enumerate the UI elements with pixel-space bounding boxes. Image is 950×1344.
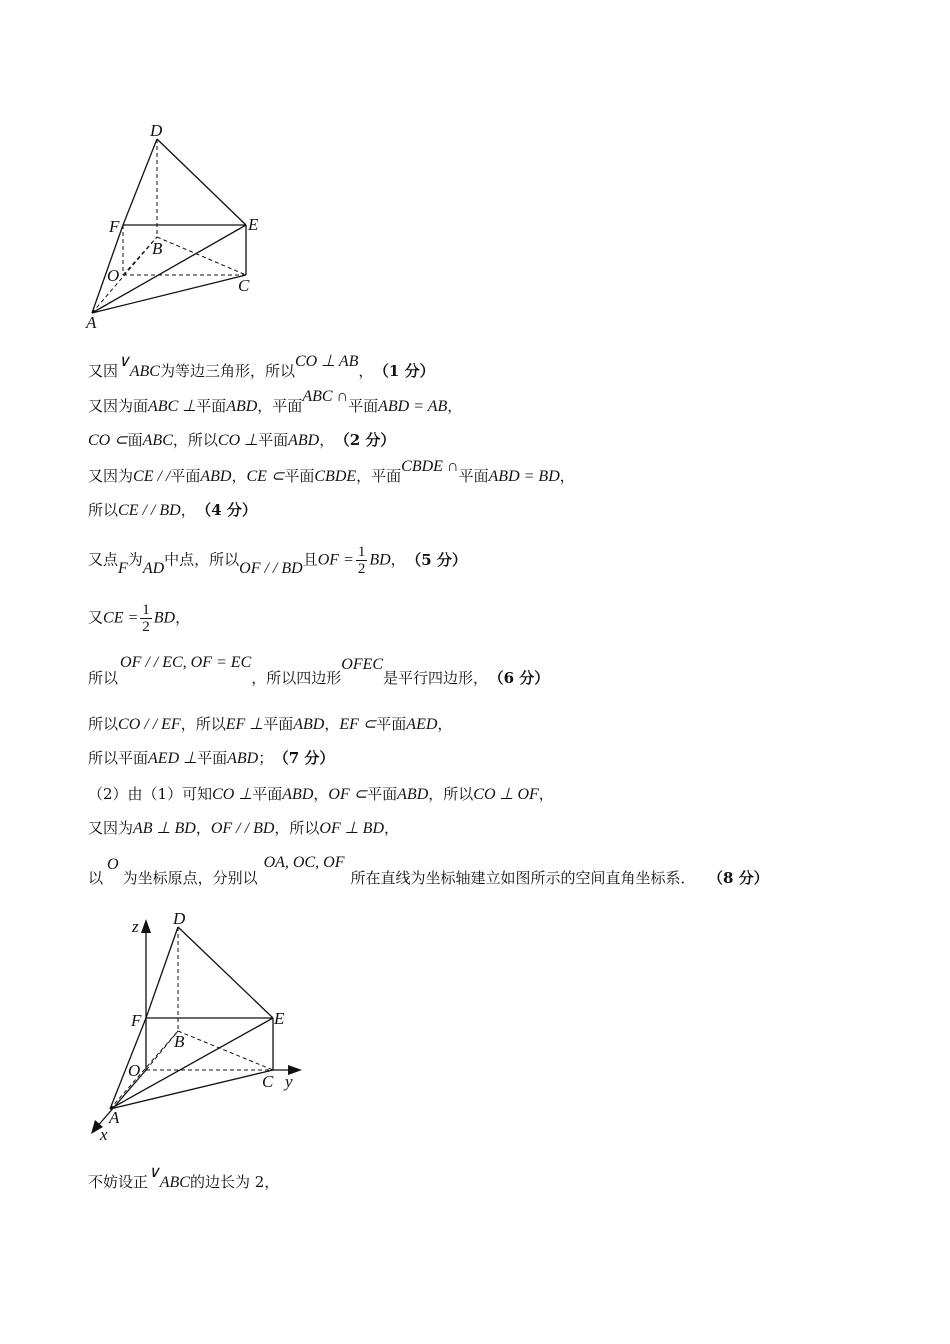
line-9: 所以CO / / EF，所以EF ⊥平面ABD，EF ⊂平面AED，: [88, 715, 453, 733]
line-1: 又因∨ABC为等边三角形，所以CO ⊥ AB， （1 分）: [88, 353, 435, 380]
label-e: E: [248, 215, 259, 234]
edge-de: [178, 927, 273, 1018]
score-8: （8 分）: [715, 869, 769, 887]
label-z: z: [132, 917, 139, 936]
score-6: （6 分）: [496, 669, 550, 687]
line-5: 所以CE / / BD， （4 分）: [88, 501, 257, 519]
edge-df: [146, 927, 178, 1018]
label-a: A: [109, 1108, 120, 1127]
line-7: 又CE = $\frac{1}{2}$ BD，: [88, 602, 191, 635]
score-1: （1 分）: [381, 362, 435, 380]
label-x: x: [100, 1125, 108, 1144]
line-11: （2）由（1）可知CO ⊥平面ABD，OF ⊂平面ABD，所以CO ⊥ OF，: [88, 785, 554, 803]
label-d: D: [150, 121, 163, 140]
label-f: F: [131, 1011, 142, 1030]
score-4: （4 分）: [203, 501, 257, 519]
line-6: 又点F为AD中点，所以OF / / BD且OF = $\frac{1}{2}$ BD， （5 分）: [88, 544, 467, 577]
score-7: （7 分）: [281, 749, 335, 767]
line-8: 所以OF / / EC, OF = EC，所以四边形OFEC是平行四边形， （6 分）: [88, 654, 550, 687]
line-2: 又因为面ABC ⊥平面ABD，平面ABC ∩平面ABD = AB，: [88, 388, 463, 415]
label-e: E: [274, 1009, 285, 1028]
label-a: A: [86, 313, 97, 332]
label-d: D: [173, 909, 186, 928]
line-12: 又因为AB ⊥ BD，OF / / BD，所以OF ⊥ BD，: [88, 819, 400, 837]
figure-1-pyramid: [80, 115, 280, 335]
edge-de: [157, 139, 246, 225]
label-c: C: [238, 276, 250, 295]
label-y: y: [285, 1072, 293, 1091]
line-4: 又因为CE / /平面ABD，CE ⊂平面CBDE，平面CBDE ∩平面ABD = BD，: [88, 458, 575, 485]
edge-bc-dashed: [178, 1031, 273, 1070]
figure-2-coordinate-system: [80, 905, 320, 1145]
label-b: B: [174, 1032, 185, 1051]
label-f: F: [109, 217, 120, 236]
fraction-half: $\frac{1}{2}$: [142, 602, 150, 635]
label-b: B: [152, 239, 163, 258]
label-o: O: [128, 1061, 141, 1080]
score-5: （5 分）: [413, 550, 467, 569]
edge-bc-dashed: [157, 237, 246, 275]
label-o: O: [107, 266, 120, 285]
z-arrow-icon: [141, 919, 151, 933]
score-2: （2 分）: [342, 431, 396, 449]
line-3: CO ⊂面ABC，所以CO ⊥平面ABD， （2 分）: [88, 431, 396, 449]
label-c: C: [262, 1072, 274, 1091]
edge-df: [123, 139, 157, 225]
fraction-half: $\frac{1}{2}$: [357, 544, 366, 577]
line-10: 所以平面AED ⊥平面ABD； （7 分）: [88, 749, 335, 767]
line-14: 不妨设正∨ABC的边长为 2，: [88, 1164, 280, 1191]
line-13: 以O为坐标原点，分别以OA, OC, OF所在直线为坐标轴建立如图所示的空间直角坐标系． （8 分）: [88, 854, 769, 887]
